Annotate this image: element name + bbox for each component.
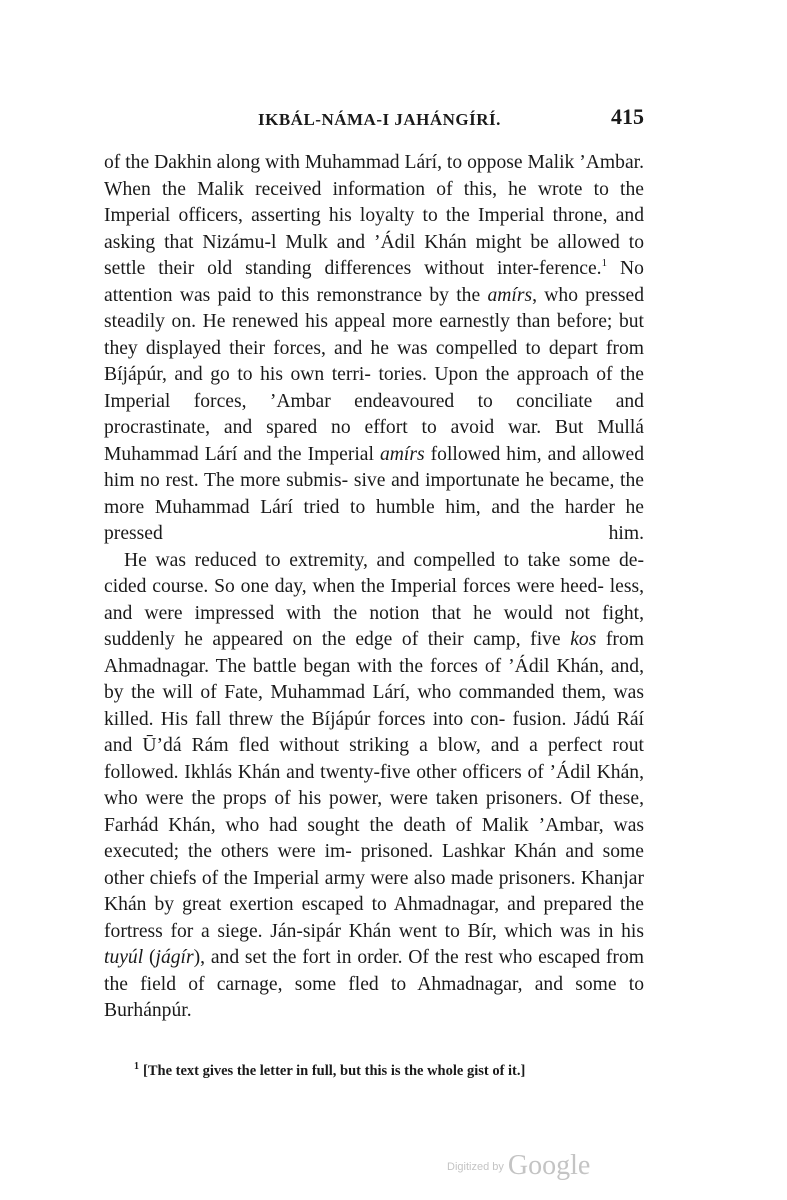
italic-term: jágír [155,947,194,968]
text-line: siege. Ján-sipár Khán went to Bír, which was in his [217,920,644,942]
text-line: Ahmadnagar. The battle began with the forces of ’Ádil Khán, [104,655,604,677]
text-line: No attention was paid to this remonstrance by the [104,258,644,306]
text-line: throne, and asking that Nizámu-l Mulk and ’Ádil Khán might [104,205,644,253]
text-line: officers of ’Ádil Khán, who were the props of his power, were [104,761,644,809]
text-line: sive and importunate he became, the more Muhammad Lárí [104,470,644,518]
text-line: less, and were impressed with the notion that he would not fight, [104,576,645,624]
text-line: army were also made prisoners. Khanjar Khán by great [104,867,644,915]
digitization-watermark [447,1150,590,1180]
text-line: suddenly he appeared on the edge of their camp, five [104,629,571,650]
text-line: ference. [539,258,602,279]
italic-term: tuyúl [104,947,144,968]
text-line: Burhánpúr. [104,1000,192,1021]
paragraph-2 [104,548,644,1025]
google-logo: Google [507,1150,591,1181]
text-line: He was reduced to extremity, and compelled to take some de- [124,549,644,571]
text-line: from [596,629,644,650]
text-line: taken prisoners. Of these, Farhád Khán, who had sought the [104,788,644,836]
text-line: them, was killed. His fall threw the Bíjápúr forces into con- [104,682,644,730]
text-line: prisoned. Lashkar Khán and some other chiefs of the Imperial [104,841,644,889]
running-title: IKBÁL-NÁMA-I JAHÁNGÍRÍ. [258,110,501,129]
text-line: fusion. Jádú Ráí and Ū’dá Rám fled without striking a blow, [104,708,644,756]
text-line: earnestly than before; but they displayed their forces, and he [104,311,644,359]
watermark-prefix: Digitized by [447,1161,504,1173]
text-line: be allowed to settle their old standing differences without inter- [104,231,645,279]
text-line: ’Ambar. When the Malik received information of this, he wrote [104,152,644,200]
text-line: tories. Upon the approach of the Imperial forces, ’Ambar [104,364,645,412]
text-line: was compelled to depart from Bíjápúr, and go to his own terri- [104,337,644,385]
footnote [134,1058,634,1080]
text-line: ), and set the fort in order. Of the rest who escaped from [193,947,644,968]
text-line: cided course. So one day, when the Imperial forces were heed- [104,576,604,597]
italic-term: kos [570,629,597,650]
text-line: and, by the will of Fate, Muhammad Lárí, who commanded [104,655,645,703]
text-line: exertion escaped to Ahmadnagar, and prepared the fortress for a [104,894,644,942]
text-line: tried to humble him, and the harder he pressed him. [104,496,644,544]
text-line: to the Imperial officers, asserting his loyalty to the Imperial [104,178,644,226]
text-line: ( [148,947,156,968]
footnote-reference: 1 [601,257,608,269]
text-line: the field of carnage, some fled to Ahmadnagar, and some to [104,973,644,995]
text-line: and a perfect rout followed. Ikhlás Khán and twenty-five other [104,735,644,783]
page-number: 415 [611,104,644,129]
text-line: endeavoured to conciliate and procrastinate, and spared no effort [104,390,644,438]
body-text [104,150,644,1025]
italic-term: amírs [487,284,533,306]
paragraph-1 [104,150,644,548]
text-line: of the Dakhin along with Muhammad Lárí, to oppose Malik [104,152,575,173]
text-line: to avoid war. But Mullá Muhammad Lárí and the Imperial [104,417,645,465]
text-line: followed him, and allowed him no rest. The more submis- [104,443,644,491]
text-line: death of Malik ’Ambar, was executed; the others were im- [104,814,645,862]
footnote-text: [The text gives the letter in full, but this is the whole gist of it.] [143,1062,526,1079]
page-header [104,104,644,134]
italic-term: amírs [379,443,425,465]
footnote-marker: 1 [134,1061,139,1072]
text-line: , who pressed steadily on. He renewed his appeal more [104,284,645,332]
